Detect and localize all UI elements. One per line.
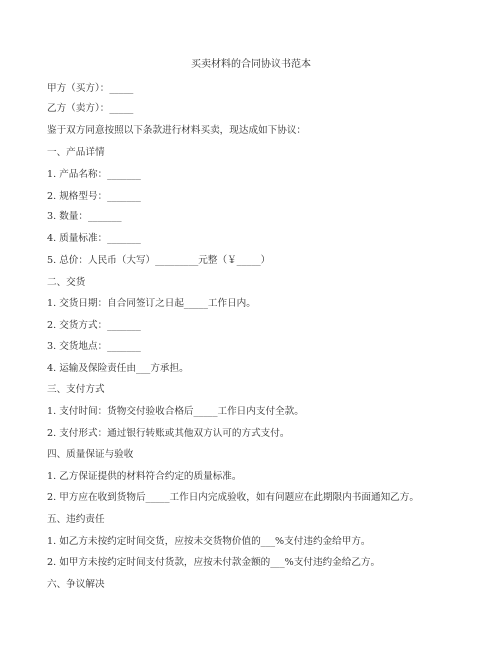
section-heading: 四、质量保证与验收: [47, 449, 134, 460]
clause-line: 1. 乙方保证提供的材料符合约定的质量标准。: [47, 471, 242, 482]
party-a-line: 甲方（买方）：_____: [47, 83, 134, 94]
clause-line: 1. 如乙方未按约定时间交货，应按未交货物价值的___%支付违约金给甲方。: [47, 536, 371, 547]
document-title: 买卖材料的合同协议书范本: [191, 59, 311, 70]
section-heading: 三、支付方式: [47, 384, 105, 395]
section-heading: 一、产品详情: [47, 147, 105, 158]
clause-line: 4. 运输及保险责任由___方承担。: [47, 363, 189, 374]
party-b-line: 乙方（卖方）：_____: [47, 103, 134, 114]
clause-line: 1. 支付时间：货物交付验收合格后_____工作日内支付全款。: [47, 406, 304, 417]
section-heading: 二、交货: [47, 277, 86, 288]
clause-line: 5. 总价：人民币（大写）_________元整（￥_____）: [47, 255, 271, 266]
clause-line: 2. 如甲方未按约定时间支付货款，应按未付款金额的___%支付违约金给乙方。: [47, 557, 381, 568]
clause-line: 1. 产品名称：_______: [47, 169, 141, 180]
clause-line: 2. 甲方应在收到货物后_____工作日内完成验收，如有问题应在此期限内书面通知乙方。: [47, 492, 419, 503]
clause-line: 3. 数量：_______: [47, 211, 122, 222]
section-heading: 六、争议解决: [47, 579, 105, 590]
section-heading: 五、违约责任: [47, 514, 105, 525]
clause-line: 2. 支付形式：通过银行转账或其他双方认可的方式支付。: [47, 428, 290, 439]
clause-line: 1. 交货日期：自合同签订之日起_____工作日内。: [47, 298, 256, 309]
clause-line: 2. 规格型号：_______: [47, 191, 141, 202]
clause-line: 4. 质量标准：_______: [47, 233, 141, 244]
clause-line: 2. 交货方式：_______: [47, 320, 141, 331]
preamble-line: 鉴于双方同意按照以下条款进行材料买卖，现达成如下协议：: [47, 125, 307, 136]
clause-line: 3. 交货地点：_______: [47, 341, 141, 352]
